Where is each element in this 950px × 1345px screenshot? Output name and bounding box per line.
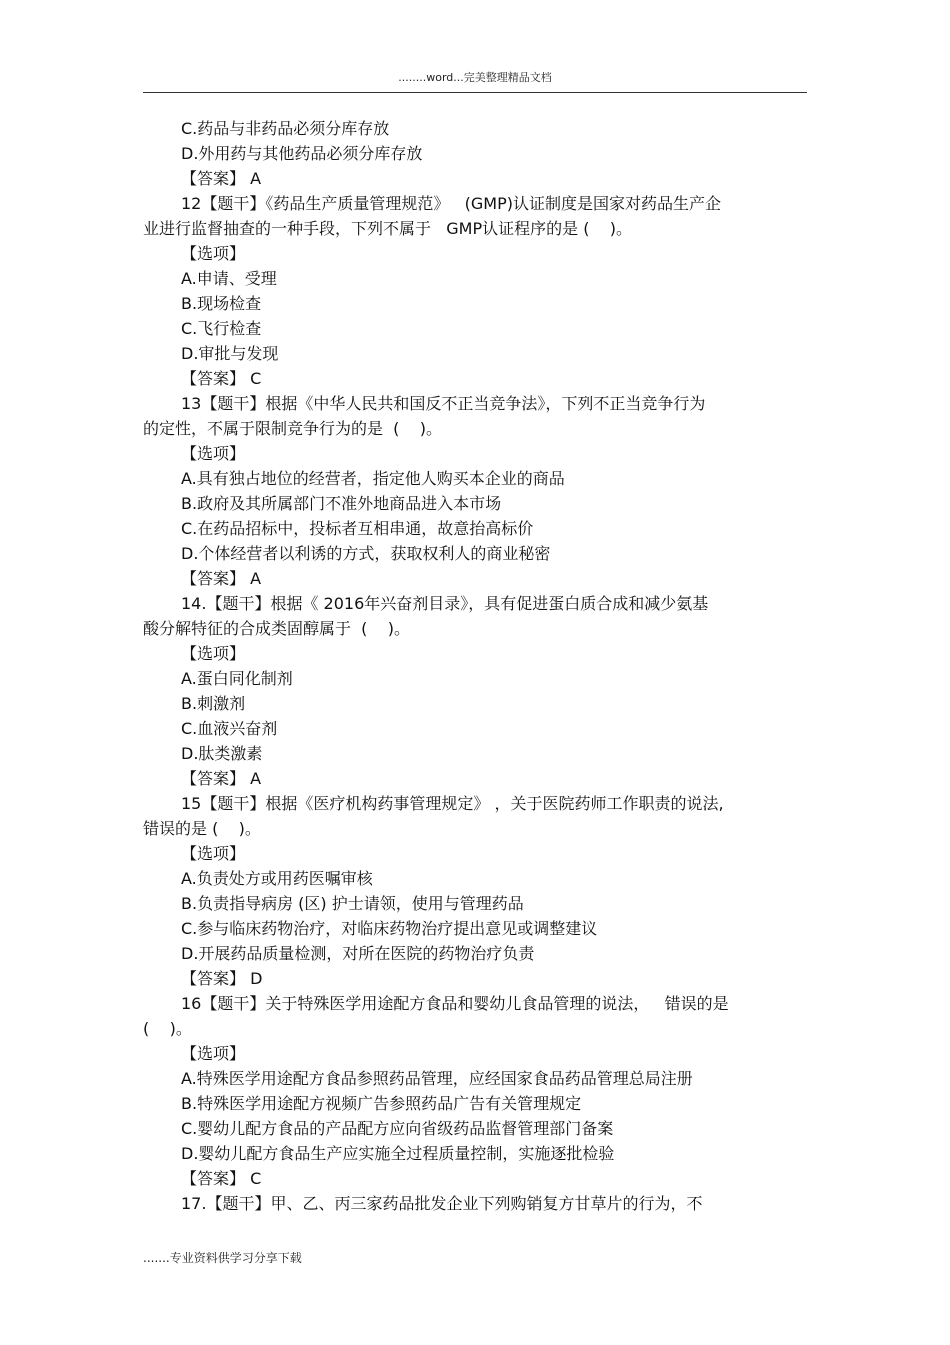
text-line: C.血液兴奋剂 — [181, 719, 278, 738]
text-line: 16【题干】关于特殊医学用途配方食品和婴幼儿食品管理的说法， 错误的是 — [181, 994, 729, 1013]
text-line: ( )。 — [143, 1019, 192, 1038]
text-line: 【答案】 D — [181, 969, 263, 988]
header-divider — [143, 92, 807, 93]
text-line: B.特殊医学用途配方视频广告参照药品广告有关管理规定 — [181, 1094, 582, 1113]
text-line: A.负责处方或用药医嘱审核 — [181, 869, 373, 888]
text-line: A.具有独占地位的经营者，指定他人购买本企业的商品 — [181, 469, 565, 488]
page-header: ........word...完美整理精品文档 — [398, 71, 552, 84]
text-line: B.政府及其所属部门不准外地商品进入本市场 — [181, 494, 502, 513]
text-line: 【选项】 — [181, 244, 246, 263]
text-line: B.负责指导病房 (区) 护士请领，使用与管理药品 — [181, 894, 524, 913]
text-line: 【答案】 A — [181, 569, 262, 588]
text-line: 【答案】 C — [181, 1169, 262, 1188]
text-line: 17.【题干】甲、乙、丙三家药品批发企业下列购销复方甘草片的行为，不 — [181, 1194, 703, 1213]
text-line: 14.【题干】根据《 2016年兴奋剂目录》，具有促进蛋白质合成和减少氨基 — [181, 594, 709, 613]
text-line: 【选项】 — [181, 844, 246, 863]
text-line: C.在药品招标中，投标者互相串通，故意抬高标价 — [181, 519, 534, 538]
text-line: D.外用药与其他药品必须分库存放 — [181, 144, 423, 163]
document-body — [143, 116, 807, 1216]
text-line: 业进行监督抽查的一种手段，下列不属于 GMP认证程序的是 ( )。 — [143, 219, 633, 238]
text-line: C.飞行检查 — [181, 319, 262, 338]
text-line: A.特殊医学用途配方食品参照药品管理，应经国家食品药品管理总局注册 — [181, 1069, 693, 1088]
text-line: D.审批与发现 — [181, 344, 279, 363]
text-line: C.药品与非药品必须分库存放 — [181, 119, 390, 138]
text-line: 15【题干】根据《医疗机构药事管理规定》 ，关于医院药师工作职责的说法, — [181, 794, 724, 813]
text-line: 【答案】 A — [181, 169, 262, 188]
text-line: 酸分解特征的合成类固醇属于 ( )。 — [143, 619, 411, 638]
text-line: 【选项】 — [181, 1044, 246, 1063]
text-line: D.肽类激素 — [181, 744, 263, 763]
text-line: B.刺激剂 — [181, 694, 246, 713]
text-line: 错误的是 ( )。 — [143, 819, 261, 838]
text-line: 13【题干】根据《中华人民共和国反不正当竞争法》，下列不正当竞争行为 — [181, 394, 706, 413]
text-line: 12【题干】《药品生产质量管理规范》 (GMP)认证制度是国家对药品生产企 — [181, 194, 721, 213]
text-line: A.申请、受理 — [181, 269, 277, 288]
text-line: 【选项】 — [181, 444, 246, 463]
text-line: 【答案】 A — [181, 769, 262, 788]
text-line: C.婴幼儿配方食品的产品配方应向省级药品监督管理部门备案 — [181, 1119, 614, 1138]
text-line: D.开展药品质量检测，对所在医院的药物治疗负责 — [181, 944, 535, 963]
text-line: C.参与临床药物治疗，对临床药物治疗提出意见或调整建议 — [181, 919, 598, 938]
text-line: D.个体经营者以利诱的方式，获取权利人的商业秘密 — [181, 544, 551, 563]
text-line: 【选项】 — [181, 644, 246, 663]
text-line: 的定性，不属于限制竞争行为的是 ( )。 — [143, 419, 443, 438]
text-line: D.婴幼儿配方食品生产应实施全过程质量控制，实施逐批检验 — [181, 1144, 615, 1163]
text-line: B.现场检查 — [181, 294, 262, 313]
text-line: 【答案】 C — [181, 369, 262, 388]
text-line: A.蛋白同化制剂 — [181, 669, 293, 688]
page-footer: .......专业资料供学习分享下载 — [143, 1251, 302, 1265]
